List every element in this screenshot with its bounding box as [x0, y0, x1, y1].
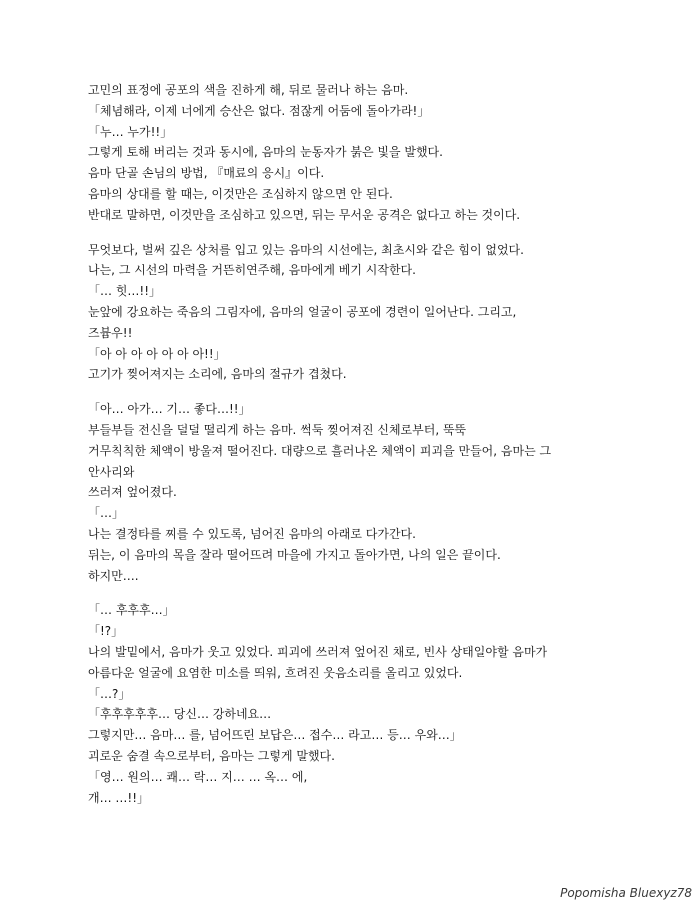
text-line: 「아… 아가… 기… 좋다…!!」: [88, 402, 251, 417]
paragraph-3: [88, 399, 673, 586]
text-line: 고기가 찢어져지는 소리에, 음마의 절규가 겹쳤다.: [88, 367, 347, 382]
text-line: 「…」: [88, 506, 125, 521]
text-line: 음마 단골 손님의 방법, 『매료의 응시』이다.: [88, 166, 325, 181]
text-line: 「영… 원의… 쾌… 락… 지… … 옥… 에,: [88, 769, 308, 784]
text-line: 무엇보다, 벌써 깊은 상처를 입고 있는 음마의 시선에는, 최초시와 같은 힘이 없었다.: [88, 242, 524, 257]
text-line: 쓰러져 엎어졌다.: [88, 485, 177, 500]
text-line: 부들부들 전신을 덜덜 떨리게 하는 음마. 썩둑 찢어져진 신체로부터, 뚝뚝: [88, 422, 467, 437]
text-line: 「… 힛…!!」: [88, 284, 162, 299]
text-line: 뒤는, 이 음마의 목을 잘라 떨어뜨려 마을에 가지고 돌아가면, 나의 일은 끝이다.: [88, 547, 501, 562]
text-line: 나의 발밑에서, 음마가 웃고 있었다. 피괴에 쓰러져 엎어진 채로, 빈사 상태일야할 음마가: [88, 644, 548, 659]
text-line: 「… 후후후…」: [88, 603, 175, 618]
text-line: 그렇지만… 음마… 를, 넘어뜨린 보답은… 접수… 라고… 등… 우와…」: [88, 728, 462, 743]
text-line: 「후후후후후… 당신… 강하네요…: [88, 707, 272, 722]
paragraph-1: [88, 80, 673, 226]
document-body: [88, 80, 673, 808]
text-line: 「누… 누가!!」: [88, 124, 173, 139]
text-line: 그렇게 토해 버리는 것과 동시에, 음마의 눈동자가 붉은 빛을 발했다.: [88, 145, 443, 160]
text-line: 개… …!!」: [88, 790, 150, 805]
text-line: 음마의 상대를 할 때는, 이것만은 조심하지 않으면 안 된다.: [88, 186, 393, 201]
text-line: 아름다운 얼굴에 요염한 미소를 띄워, 흐려진 웃음소리를 올리고 있었다.: [88, 665, 463, 680]
paragraph-4: [88, 600, 673, 808]
text-line: 고민의 표정에 공포의 색을 진하게 해, 뒤로 물러나 하는 음마.: [88, 83, 409, 97]
watermark: Popomisha Bluexyz78: [560, 886, 692, 900]
text-line: 눈앞에 강요하는 죽음의 그림자에, 음마의 얼굴이 공포에 경련이 일어난다. 그리고,: [88, 304, 517, 319]
text-line: 거무칙칙한 체액이 방울져 떨어진다. 대량으로 흘러나온 체액이 피괴을 만들어, 음마는 그: [88, 443, 552, 458]
paragraph-spacer: [88, 385, 673, 399]
text-line: 괴로운 숨결 속으로부터, 음마는 그렇게 말했다.: [88, 748, 335, 763]
text-line: 「체념해라, 이제 너에게 승산은 없다. 점잖게 어둠에 돌아가라!」: [88, 103, 430, 118]
paragraph-spacer: [88, 226, 673, 240]
text-line: 나는 결정타를 찌를 수 있도록, 넘어진 음마의 아래로 다가간다.: [88, 526, 416, 541]
text-line: 「아 아 아 아 아 아 아!!」: [88, 346, 226, 361]
text-line: 하지만….: [88, 568, 139, 583]
text-line: 「…?」: [88, 686, 131, 701]
text-line: 안사리와: [88, 464, 135, 479]
text-line: 나는, 그 시선의 마력을 거뜬히연주해, 음마에게 베기 시작한다.: [88, 263, 416, 278]
paragraph-2: [88, 240, 673, 386]
text-line: 즈븀우!!: [88, 325, 133, 340]
text-line: 반대로 말하면, 이것만을 조심하고 있으면, 뒤는 무서운 공격은 없다고 하는 것이다.: [88, 207, 521, 222]
paragraph-spacer: [88, 586, 673, 600]
text-line: 「!?」: [88, 624, 124, 639]
